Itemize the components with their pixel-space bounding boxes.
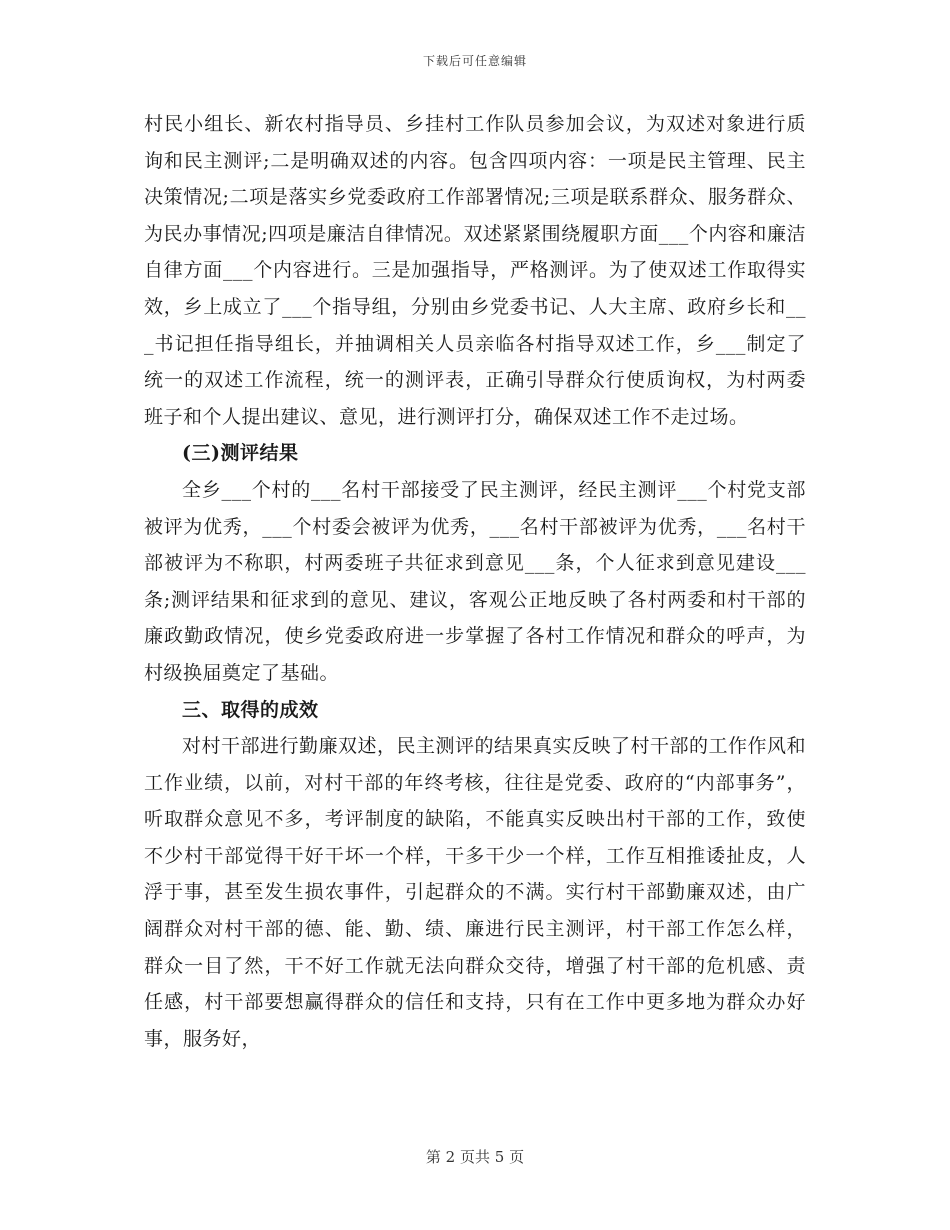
- section-heading-evaluation-results: (三)测评结果: [182, 442, 299, 465]
- body-paragraph-continuation: 村民小组长、新农村指导员、乡挂村工作队员参加会议，为双述对象进行质询和民主测评;二是明确双述的内容。包含四项内容：一项是民主管理、民主决策情况;二项是落实乡党委政府工作部署情况;三项是联系群众、服务群众、为民办事情况;四项是廉洁自律情况。双述紧紧围绕履职方面___个内容和廉洁自律方面___个内容进行。三是加强指导，严格测评。为了使双述工作取得实效，乡上成立了___个指导组，分别由乡党委书记、人大主席、政府乡长和___书记担任指导组长，并抽调相关人员亲临各村指导双述工作，乡___制定了统一的双述工作流程，统一的测评表，正确引导群众行使质询权，为村两委班子和个人提出建议、意见，进行测评打分，确保双述工作不走过场。: [144, 113, 806, 428]
- document-body: [144, 106, 806, 1057]
- body-paragraph-evaluation-results: 全乡___个村的___名村干部接受了民主测评，经民主测评___个村党支部被评为优秀，___个村委会被评为优秀，___名村干部被评为优秀，___名村干部被评为不称职，村两委班子共征求到意见___条，个人征求到意见建设___条;测评结果和征求到的意见、建议，客观公正地反映了各村两委和村干部的廉政勤政情况，使乡党委政府进一步掌握了各村工作情况和群众的呼声，为村级换届奠定了基础。: [144, 478, 806, 684]
- page-footer-page-number: 第 2 页共 5 页: [425, 1148, 525, 1166]
- body-paragraph-achievements: 对村干部进行勤廉双述，民主测评的结果真实反映了村干部的工作作风和工作业绩，以前，对村干部的年终考核，往往是党委、政府的“内部事务”，听取群众意见不多，考评制度的缺陷，不能真实反映出村干部的工作，致使不少村干部觉得干好干坏一个样，干多干少一个样，工作互相推诿扯皮，人浮于事，甚至发生损农事件，引起群众的不满。实行村干部勤廉双述，由广阔群众对村干部的德、能、勤、绩、廉进行民主测评，村干部工作怎么样，群众一目了然，干不好工作就无法向群众交待，增强了村干部的危机感、责任感，村干部要想赢得群众的信任和支持，只有在工作中更多地为群众办好事，服务好，: [144, 735, 807, 1050]
- section-heading-achievements: 三、取得的成效: [182, 698, 319, 721]
- page-header: 下载后可任意编辑: [422, 54, 527, 68]
